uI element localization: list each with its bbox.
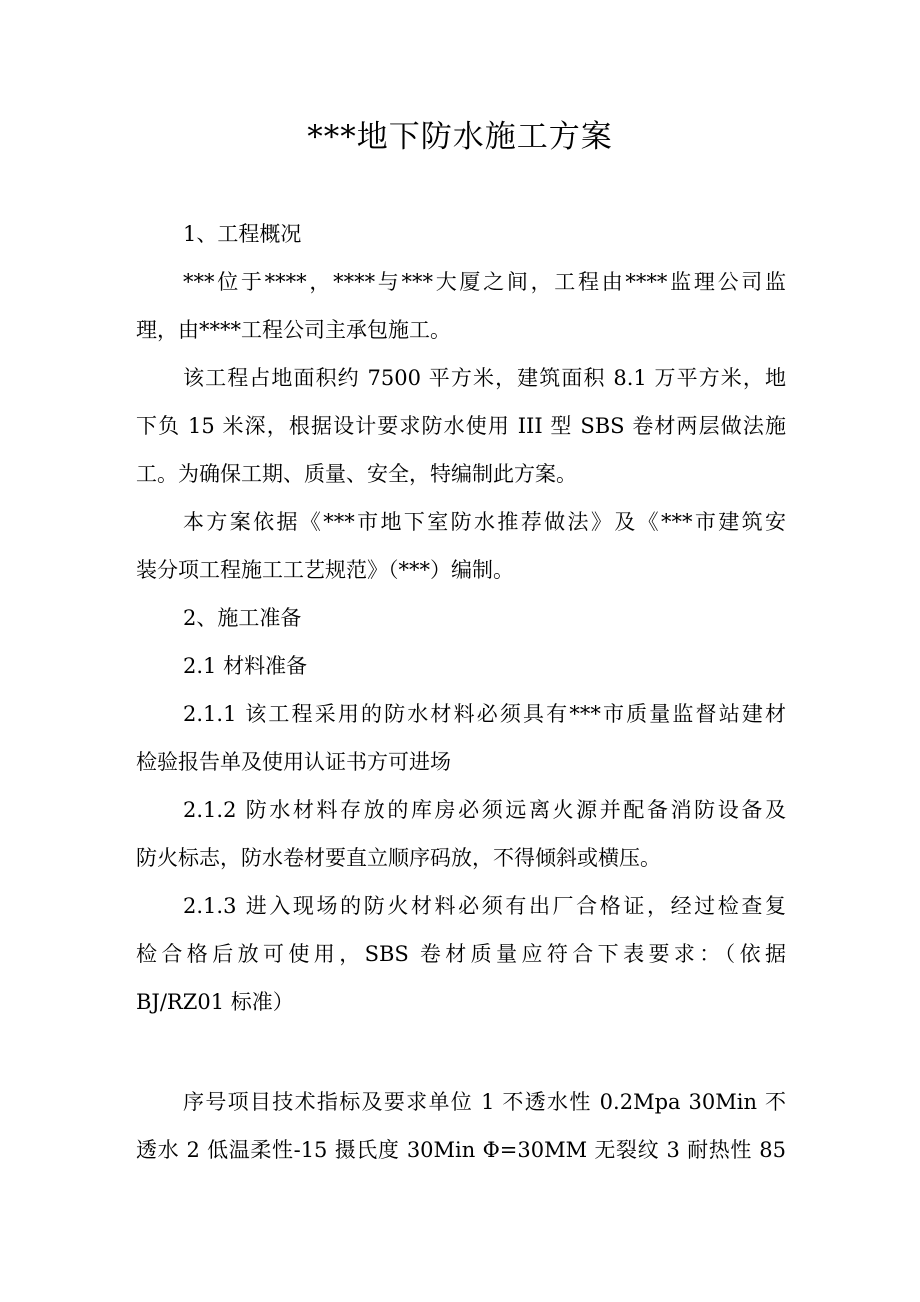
paragraph-line: 装分项工程施工工艺规范》（***）编制。 (136, 558, 514, 582)
paragraph-line: 2.1.1 该工程采用的防水材料必须具有***市质量监督站建材 (183, 702, 786, 726)
paragraph-line: 防火标志，防水卷材要直立顺序码放，不得倾斜或横压。 (136, 846, 661, 870)
paragraph-line: 工。为确保工期、质量、安全，特编制此方案。 (136, 462, 577, 486)
paragraph-line: 该工程占地面积约 7500 平方米，建筑面积 8.1 万平方米，地 (183, 366, 786, 390)
table-text-line: 序号项目技术指标及要求单位 1 不透水性 0.2Mpa 30Min 不 (183, 1090, 786, 1114)
paragraph-line: 下负 15 米深，根据设计要求防水使用 III 型 SBS 卷材两层做法施 (136, 414, 786, 438)
paragraph-line: 检合格后放可使用，SBS 卷材质量应符合下表要求：（依据 (136, 942, 786, 966)
paragraph-line: 本方案依据《***市地下室防水推荐做法》及《***市建筑安 (183, 510, 786, 534)
paragraph-line: 2.1.3 进入现场的防火材料必须有出厂合格证，经过检查复 (183, 894, 786, 918)
paragraph-line: ***位于****，****与***大厦之间，工程由****监理公司监 (183, 270, 786, 294)
paragraph-line: BJ/RZ01 标准） (136, 990, 294, 1014)
paragraph-line: 检验报告单及使用认证书方可进场 (136, 750, 451, 774)
table-text-line: 透水 2 低温柔性-15 摄氏度 30Min Φ=30MM 无裂纹 3 耐热性 85 (136, 1138, 786, 1162)
paragraph-line: 2.1.2 防水材料存放的库房必须远离火源并配备消防设备及 (183, 798, 786, 822)
document-title: ***地下防水施工方案 (307, 119, 613, 155)
section-heading-preparation: 2、施工准备 (183, 606, 302, 630)
paragraph-line: 理，由****工程公司主承包施工。 (136, 318, 451, 342)
subsection-heading-materials: 2.1 材料准备 (183, 654, 308, 678)
section-heading-overview: 1、工程概况 (183, 222, 302, 246)
